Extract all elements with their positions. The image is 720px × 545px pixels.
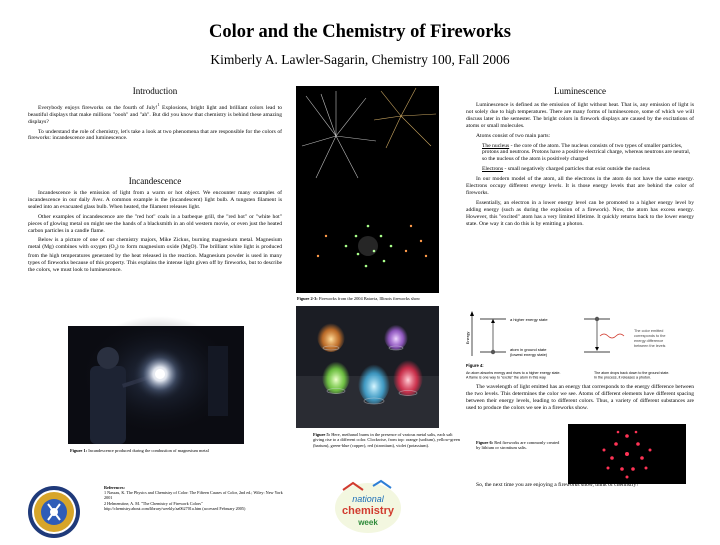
emission-note-2: corresponds to the [634, 334, 666, 338]
emission-note-4: between the levels [634, 344, 666, 348]
incandescence-paragraph-2: Other examples of incandescence are the "red hot" coals in a barbeque grill, the "red hot" or "white hot" pieces of glowing metal on might see the hands of a blacksmith in an old western movie, or even just the heated carbon particles in a candle flame. [28, 213, 282, 234]
luminescence-paragraph-4: Essentially, an electron in a lower energy level can be promoted to a higher energy level by adding energy (such as during the explosion of a firework). Now, the atom has excess energy. However, this "excited" atom has a very limited lifetime. It quickly returns back to the lower energy state. One way it can do this is by emitting a photon. [466, 199, 694, 227]
closing-text: So, the next time you are enjoying a fireworks show, think of chemistry! [476, 482, 639, 488]
emission-note-1: The color emitted [634, 329, 664, 333]
intro-p1-text-b: Explosions, bright light and brilliant colors lead to beautiful displays that make millions "oooh" and "ah". But did you know that chemistry is behind these amazing displays? [28, 104, 282, 125]
ncw-logo-word-2: chemistry [342, 505, 394, 517]
poster-subtitle: Kimberly A. Lawler-Sagarin, Chemistry 100, Fall 2006 [210, 52, 510, 67]
energy-level-diagram [466, 310, 696, 380]
incandescence-paragraph-1 [28, 190, 282, 211]
poster-title: Color and the Chemistry of Fireworks [209, 22, 511, 42]
metal-salt-flames-illustration [296, 306, 439, 428]
figure-6-caption [476, 440, 560, 451]
inc-p1-italic: lives [92, 196, 103, 203]
acs-logo [26, 484, 82, 540]
incandescence-heading: Incandescence [128, 176, 182, 186]
energy-axis-label: Energy [465, 331, 470, 345]
luminescence-paragraph-3 [466, 176, 694, 197]
luminescence-section [466, 86, 694, 231]
figure-6-label: Figure 6: [476, 440, 494, 445]
emission-note-3: energy difference [634, 339, 664, 343]
figure-2-3-caption [297, 296, 439, 301]
ncw-logo-word-1: national [352, 494, 384, 504]
inc-p3-a: Below is a picture of one of our chemistry majors, Mike Zickus, burning magnesium metal. Magnesium metal (Mg) combines with oxygen (O [28, 237, 282, 251]
figure-4-left-caption-1: An atom absorbs energy and rises to a higher energy state. [466, 371, 561, 375]
lum-p3-a: In our modern model of the atom, all the electrons in the atom do not have the same energy. Electrons occupy different [466, 176, 694, 190]
figure-4-right-caption-2: In the process, it releases a photon. [594, 375, 651, 380]
higher-level-label: a higher energy state [510, 317, 548, 322]
luminescence-paragraph-1: Luminescence is defined as the emission of light without heat. That is, any emission of light is not solely due to high temperatures. There are many forms of luminescence, some of which we will discuss later in the semester. The bright colors in firework displays are caused by the excitations of atoms or small molecules. [466, 102, 694, 129]
reference-1: 1 Nassau, K. The Physics and Chemistry of Color: The Fifteen Causes of Color, 2nd ed.; Wiley: New York 2001 [104, 490, 283, 501]
ground-level-label-2: (lowest energy state) [510, 352, 548, 357]
atom-part-electrons [482, 166, 694, 173]
intro-section [28, 86, 282, 145]
incandescence-section [28, 176, 282, 277]
figure-5-caption [313, 432, 463, 448]
figure-1-photo [68, 326, 244, 444]
closing-line [466, 482, 694, 492]
ncw-logo-word-3: week [358, 518, 378, 527]
electrons-term: Electrons [482, 166, 504, 173]
intro-p1-footnote: 1 [157, 102, 160, 107]
luminescence-paragraph-5: The wavelength of light emitted has an energy that corresponds to the energy difference between the two levels. This determines the color we see. Atoms of different elements have different spacing between their energy levels, leading to different colors. Thus, a variety of different substances are used to produce the colors we see in a fireworks show. [466, 384, 694, 411]
ground-level-label-1: atom in ground state [510, 347, 547, 352]
atom-parts-list [466, 143, 694, 174]
nucleus-text: - the core of the atom. The nucleus consists of two types of smaller particles, protons and neutrons. Protons have a positive electrical charge, whereas neutrons are neutral, so the nucleus of the atom is positively charged [482, 142, 691, 163]
figure-4-left-caption-2: A flame is one way to "excite" the atom in this way. [466, 375, 547, 380]
figure-6-caption-text: Red fireworks are commonly created by lithium or strontium salts. [476, 440, 560, 451]
luminescence-paragraph-2: Atoms consist of two main parts: [476, 132, 551, 139]
references-heading: References: [104, 485, 125, 490]
figure-1-label: Figure 1: [70, 448, 88, 453]
figure-2-3-label: Figure 2-3: [297, 296, 318, 301]
inc-p3-sub: 2 [114, 246, 117, 252]
electrons-text: - small negatively charged particles that exist outside the nucleus [503, 166, 650, 173]
figure-2-3-caption-text: Fireworks from the 2004 Batavia, Illinois fireworks show [317, 296, 421, 301]
intro-heading: Introduction [132, 86, 178, 96]
reference-2-url: http://chemistry.about.com/library/weekly/aa062701a.htm (accessed February 2005) [104, 505, 246, 511]
inc-p1-b: . A common example is the (incandescent) light bulb. A tungsten filament is sealed into an evacuated glass bulb. When heated, the filament releases light. [28, 196, 282, 210]
inc-p3-b: ) to form magnesium oxide (MgO). The brilliant white light is produced from the high temperatures generated by the heat released in the reaction. Magnesium powder is used in many types of fireworks because of this property. This explains the intense light given off by fireworks, but to describe the colors, we must look to luminescence. [28, 244, 283, 274]
reference-2: 2 Helmenstine, A. M. "The Chemistry of Firework Colors" [104, 500, 203, 506]
ncw-logo-icon [333, 478, 403, 534]
intro-paragraph-1 [28, 102, 282, 126]
luminescence-section-2 [466, 384, 694, 415]
intro-paragraph-2: To understand the role of chemistry, let's take a look at two phenomena that are responsible for the colors of fireworks: incandescence and luminescence. [28, 128, 282, 142]
luminescence-heading: Luminescence [554, 86, 606, 96]
lum-p3-italic: energy levels [530, 183, 562, 190]
figure-1-caption [70, 448, 250, 453]
references [104, 485, 284, 511]
figure-4-right-caption-1: The atom drops back down to the ground state. [594, 371, 670, 375]
figure-4-label: Figure 4: [466, 363, 484, 368]
magnesium-burn-illustration [68, 326, 244, 444]
figure-5-photo [296, 306, 439, 428]
atom-part-nucleus [482, 143, 694, 164]
ncw-logo [333, 478, 403, 534]
nucleus-term: The nucleus [482, 142, 510, 149]
figure-1-caption-text: Incandescence produced during the combustion of magnesium metal [87, 448, 209, 453]
figure-4-diagram [466, 310, 696, 380]
incandescence-paragraph-3 [28, 237, 282, 274]
intro-p1-text-a: Everybody enjoys fireworks on the fourth of July! [38, 104, 158, 111]
lum-p3-b: . It is those energy levels that are behind the color of fireworks. [466, 183, 694, 196]
figure-6-photo [568, 424, 686, 484]
acs-seal-icon [26, 484, 82, 540]
figure-2-3-photo [296, 86, 439, 293]
figure-5-label: Figure 5: [313, 432, 331, 437]
figure-5-caption-text: Here, methanol burns in the presence of various metal salts, each salt giving rise to a different color. Clockwise, from top: orange (sodium), yellow-green (barium), green-blue (copper), red (strontium), violet (potassium). [313, 432, 460, 448]
fireworks-illustration [296, 86, 439, 293]
inc-p1-a: Incandescence is the emission of light from a warm or hot object. We encounter many examples of incandescence in our daily [28, 190, 282, 203]
red-fireworks-illustration [568, 424, 686, 484]
